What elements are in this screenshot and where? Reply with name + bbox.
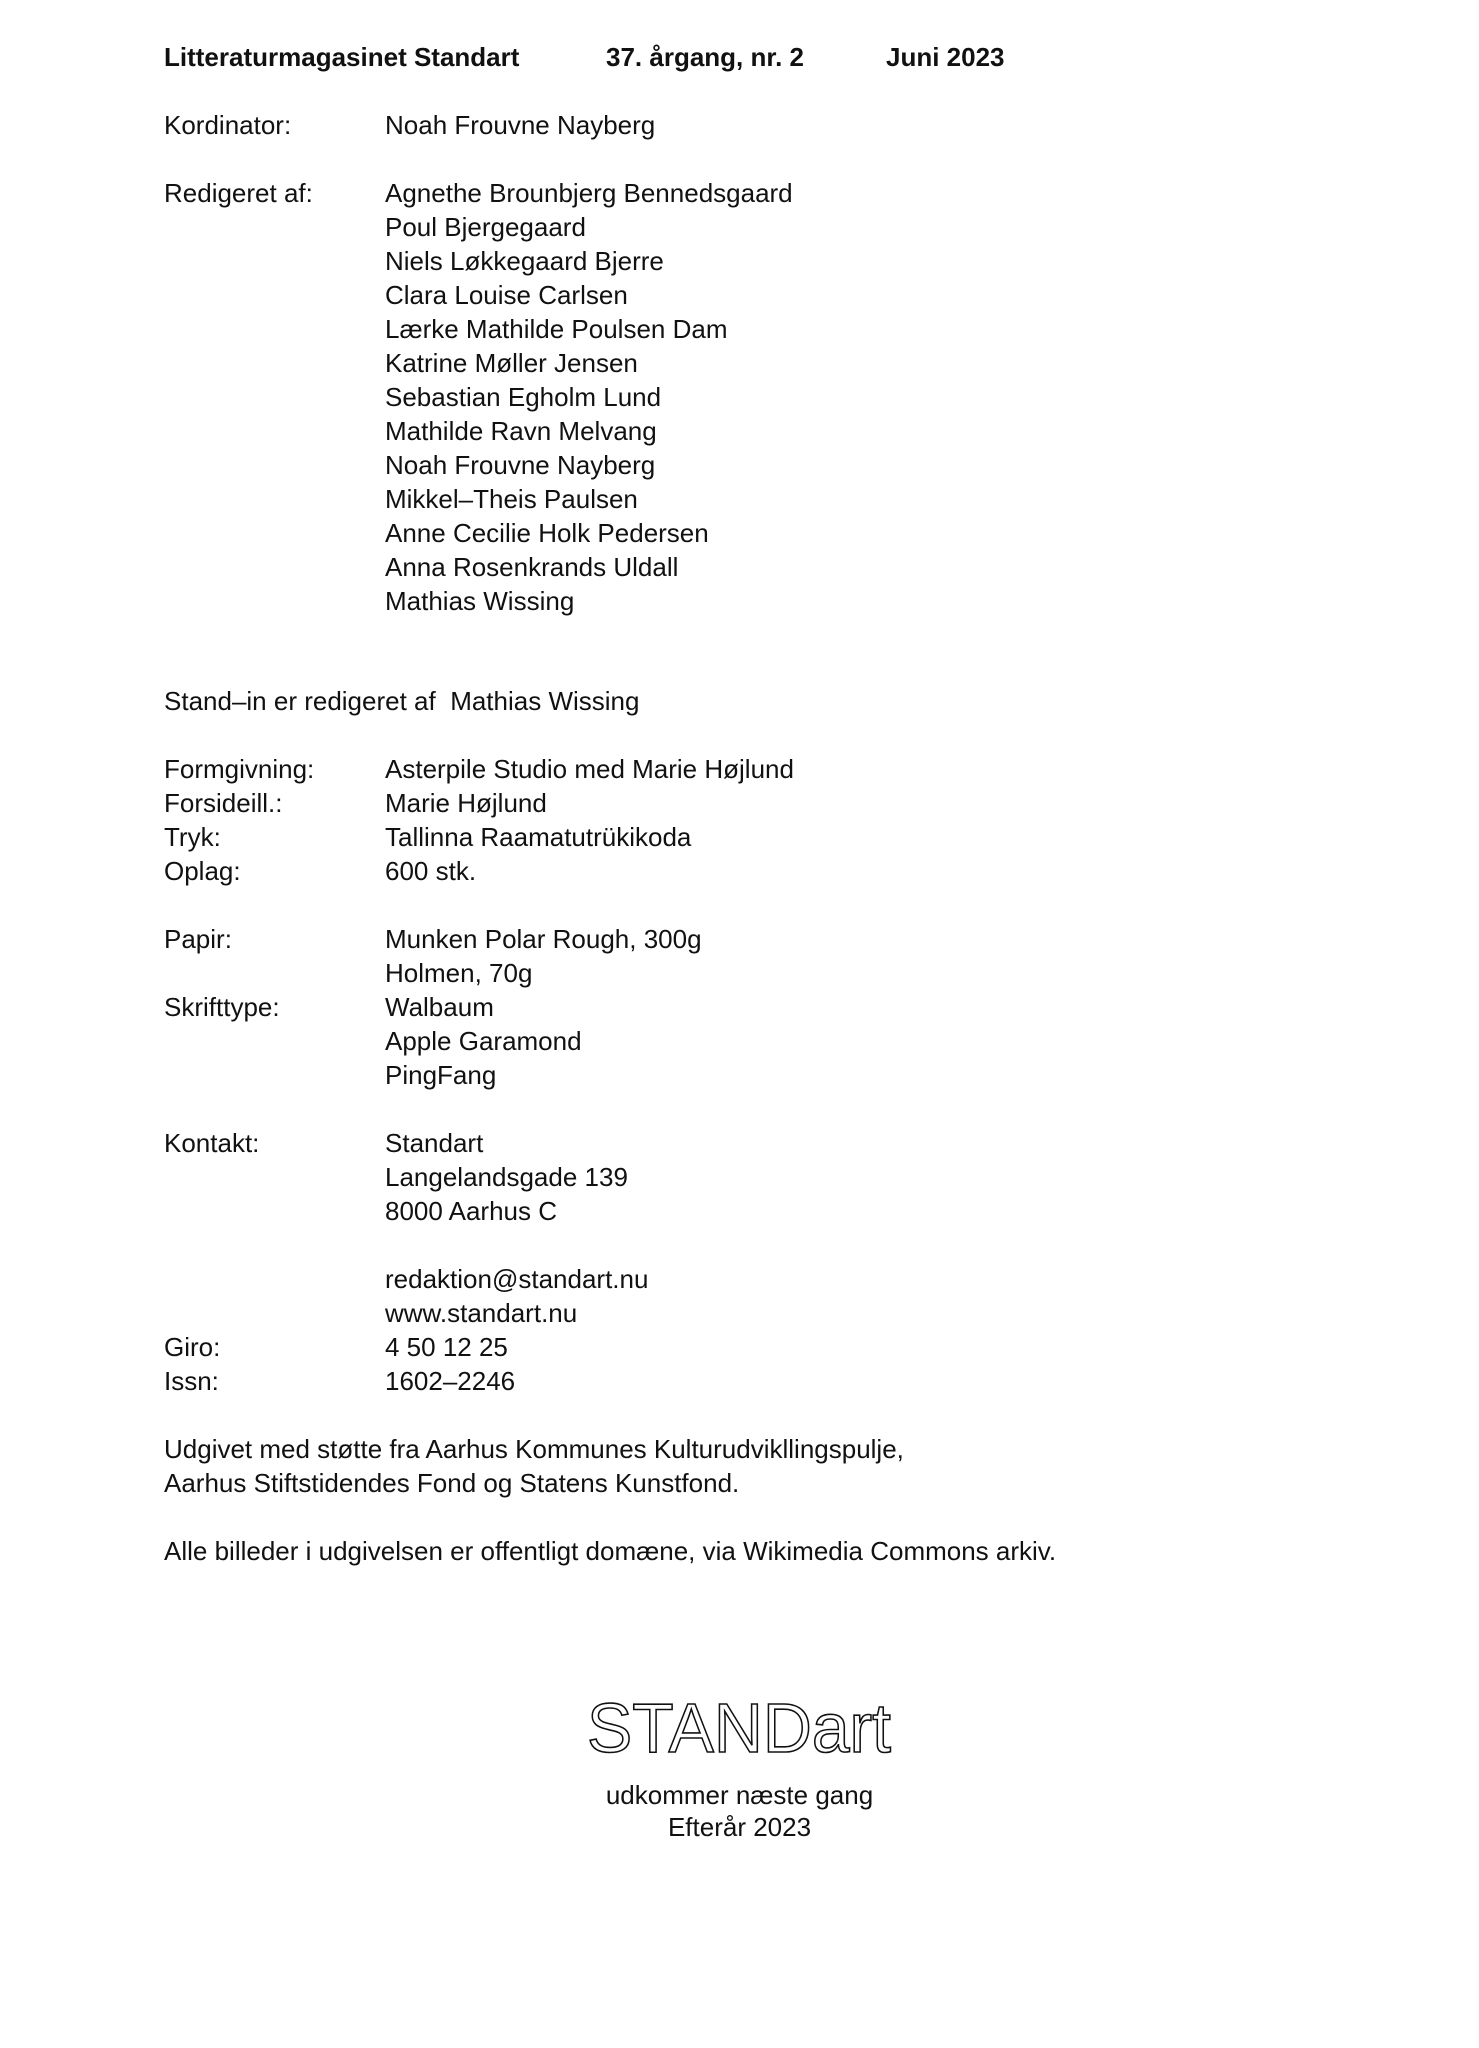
paper-label: Papir:	[164, 924, 232, 954]
typeface-value: Walbaum	[385, 992, 494, 1022]
editors-label: Redigeret af:	[164, 178, 313, 208]
issue-number: 37. årgang, nr. 2	[606, 42, 804, 72]
contact-email: redaktion@standart.nu	[385, 1264, 649, 1294]
editor-name: Katrine Møller Jensen	[385, 348, 638, 378]
standin-line	[164, 684, 639, 718]
editor-name: Anna Rosenkrands Uldall	[385, 552, 679, 582]
editor-name: Mikkel–Theis Paulsen	[385, 484, 638, 514]
print-value: Tallinna Raamatutrükikoda	[385, 822, 692, 852]
design-label: Formgivning:	[164, 754, 315, 784]
design-value: Asterpile Studio med Marie Højlund	[385, 754, 794, 784]
edition-value: 600 stk.	[385, 856, 477, 886]
editor-name: Anne Cecilie Holk Pedersen	[385, 518, 709, 548]
editor-name: Lærke Mathilde Poulsen Dam	[385, 314, 728, 344]
paper-value: Holmen, 70g	[385, 958, 533, 988]
paper-list	[385, 922, 702, 990]
editor-name: Clara Louise Carlsen	[385, 280, 628, 310]
contact-name: Standart	[385, 1128, 484, 1158]
kordinator-value: Noah Frouvne Nayberg	[385, 110, 656, 140]
images-note: Alle billeder i udgivelsen er offentligt domæne, via Wikimedia Commons arkiv.	[164, 1536, 1057, 1566]
paper-value: Munken Polar Rough, 300g	[385, 924, 702, 954]
standin-value: Mathias Wissing	[450, 686, 640, 716]
typeface-label: Skrifttype:	[164, 992, 280, 1022]
editor-name: Agnethe Brounbjerg Bennedsgaard	[385, 178, 793, 208]
contact-label: Kontakt:	[164, 1128, 260, 1158]
kordinator-label: Kordinator:	[164, 110, 292, 140]
contact-city: 8000 Aarhus C	[385, 1196, 558, 1226]
next-issue-text: udkommer næste gang	[605, 1780, 874, 1810]
contact-street: Langelandsgade 139	[385, 1162, 628, 1192]
typeface-value: Apple Garamond	[385, 1026, 582, 1056]
issn-label: Issn:	[164, 1366, 219, 1396]
editors-list	[385, 176, 793, 618]
cover-label: Forsideill.:	[164, 788, 283, 818]
editor-name: Mathilde Ravn Melvang	[385, 416, 657, 446]
edition-label: Oplag:	[164, 856, 241, 886]
typeface-value: PingFang	[385, 1060, 497, 1090]
giro-value: 4 50 12 25	[385, 1332, 508, 1362]
magazine-title: Litteraturmagasinet Standart	[164, 42, 520, 72]
editor-name: Noah Frouvne Nayberg	[385, 450, 656, 480]
issue-date: Juni 2023	[886, 42, 1005, 72]
editor-name: Niels Løkkegaard Bjerre	[385, 246, 664, 276]
editor-name: Poul Bjergegaard	[385, 212, 586, 242]
standin-label: Stand–in er redigeret af	[164, 686, 436, 716]
editor-name: Sebastian Egholm Lund	[385, 382, 662, 412]
support-line-2: Aarhus Stiftstidendes Fond og Statens Kunstfond.	[164, 1468, 740, 1498]
contact-address	[385, 1126, 628, 1228]
support-line-1: Udgivet med støtte fra Aarhus Kommunes Kulturudvikllingspulje,	[164, 1434, 904, 1464]
next-issue-season: Efterår 2023	[667, 1812, 812, 1842]
issn-value: 1602–2246	[385, 1366, 516, 1396]
editor-name: Mathias Wissing	[385, 586, 575, 616]
print-label: Tryk:	[164, 822, 221, 852]
standart-logo	[584, 1690, 894, 1764]
giro-label: Giro:	[164, 1332, 221, 1362]
cover-value: Marie Højlund	[385, 788, 547, 818]
typeface-list	[385, 990, 582, 1092]
logo-text: STANDart	[587, 1690, 891, 1764]
contact-web: www.standart.nu	[385, 1298, 578, 1328]
